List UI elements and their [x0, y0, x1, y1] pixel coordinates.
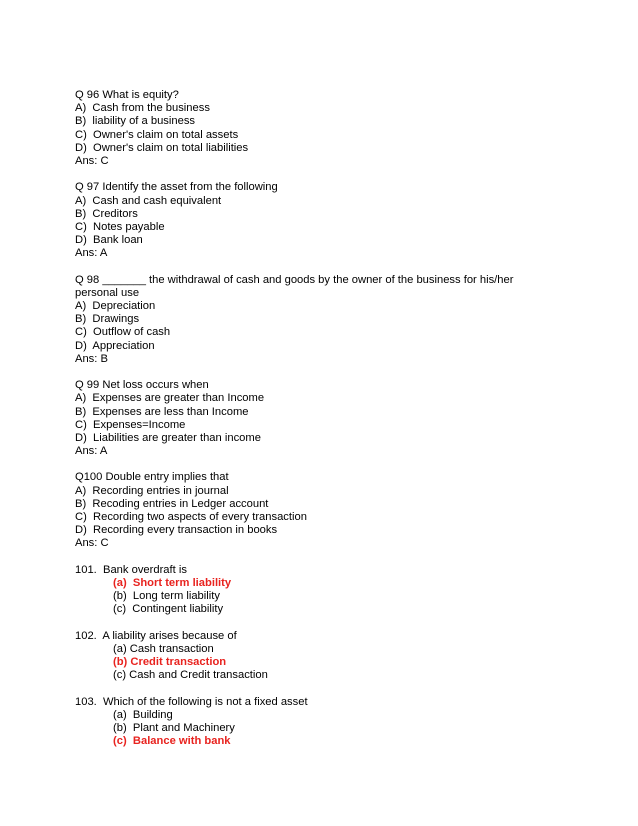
question-block-q99: [75, 379, 595, 458]
option-a: A) Expenses are greater than Income: [75, 392, 265, 405]
option-a: (a) Building: [113, 708, 173, 721]
option-a-correct-answer: (a) Short term liability: [113, 576, 232, 589]
option-c-correct-answer: (c) Balance with bank: [113, 735, 231, 748]
option-c: C) Recording two aspects of every transaction: [75, 511, 307, 523]
question-block-101: [75, 564, 595, 617]
spacer: [75, 168, 595, 181]
question-block-q98: [75, 274, 595, 366]
document-page: [75, 89, 595, 748]
option-b-correct-answer: (b) Credit transaction: [113, 656, 227, 669]
spacer: [75, 458, 595, 471]
question-text: Q100 Double entry implies that: [75, 471, 229, 484]
question-block-103: [75, 696, 595, 749]
option-b: B) Creditors: [75, 207, 138, 220]
question-block-102: [75, 630, 595, 683]
option-a: A) Depreciation: [75, 300, 156, 312]
option-c: C) Expenses=Income: [75, 418, 186, 431]
question-block-q97: [75, 181, 595, 260]
answer-text: Ans: A: [75, 247, 108, 260]
question-block-q100: [75, 471, 595, 550]
option-b: (b) Plant and Machinery: [113, 722, 235, 734]
option-a: A) Recording entries in journal: [75, 484, 229, 497]
option-a: A) Cash from the business: [75, 102, 210, 115]
option-c: (c) Contingent liability: [113, 603, 224, 616]
spacer: [75, 551, 595, 564]
question-text: 101. Bank overdraft is: [75, 563, 187, 576]
option-d: D) Bank loan: [75, 234, 143, 247]
answer-text: Ans: C: [75, 154, 109, 167]
question-text: 103. Which of the following is not a fixed asset: [75, 695, 308, 708]
spacer: [75, 617, 595, 630]
spacer: [75, 366, 595, 379]
option-c: (c) Cash and Credit transaction: [113, 669, 268, 682]
spacer: [75, 682, 595, 695]
option-a: A) Cash and cash equivalent: [75, 194, 222, 207]
question-text-continued: personal use: [75, 286, 140, 299]
question-text: Q 99 Net loss occurs when: [75, 379, 209, 392]
option-b: B) Expenses are less than Income: [75, 405, 249, 418]
answer-text: Ans: C: [75, 537, 109, 550]
option-c: C) Outflow of cash: [75, 326, 171, 339]
question-block-q96: [75, 89, 595, 168]
option-d: D) Liabilities are greater than income: [75, 431, 261, 444]
question-text: Q 97 Identify the asset from the following: [75, 181, 278, 194]
option-d: D) Appreciation: [75, 339, 155, 352]
answer-text: Ans: A: [75, 445, 108, 458]
option-b: B) Recoding entries in Ledger account: [75, 497, 269, 510]
option-b: B) Drawings: [75, 313, 140, 326]
option-b: B) liability of a business: [75, 115, 196, 128]
spacer: [75, 260, 595, 273]
option-d: D) Recording every transaction in books: [75, 524, 278, 537]
question-text: Q 98 _______ the withdrawal of cash and goods by the owner of the business for his/her: [75, 273, 514, 286]
option-b: (b) Long term liability: [113, 590, 220, 603]
answer-text: Ans: B: [75, 352, 108, 365]
option-d: D) Owner's claim on total liabilities: [75, 141, 249, 154]
option-c: C) Owner's claim on total assets: [75, 128, 239, 141]
option-a: (a) Cash transaction: [113, 642, 214, 655]
option-c: C) Notes payable: [75, 220, 165, 233]
question-text: 102. A liability arises because of: [75, 629, 237, 642]
question-text: Q 96 What is equity?: [75, 89, 179, 101]
